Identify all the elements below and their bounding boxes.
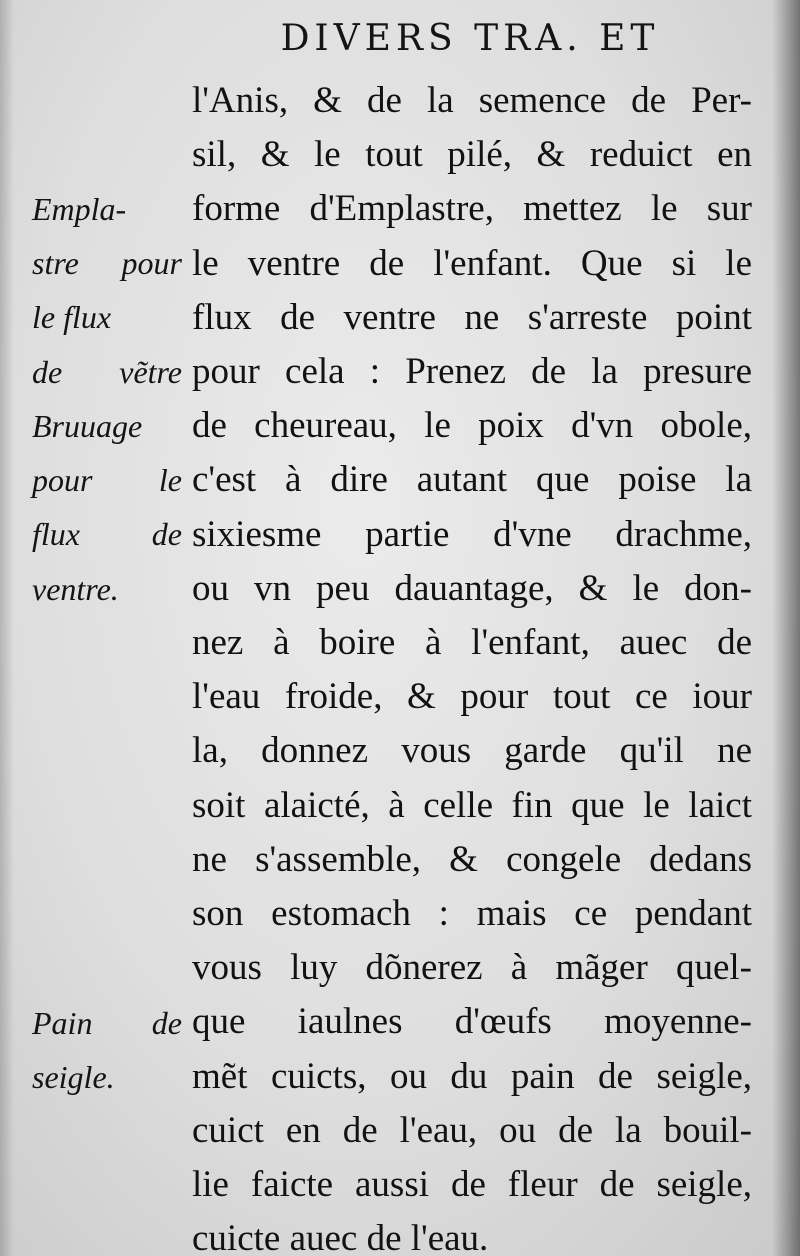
text-line: mẽt cuicts, ou du pain de seigle, xyxy=(192,1055,752,1097)
margin-note-line: seigle. xyxy=(32,1059,115,1096)
margin-note-line: pour le xyxy=(32,462,182,499)
margin-note-line: de vẽtre xyxy=(32,353,182,390)
text-line: cuicte auec de l'eau. xyxy=(192,1218,489,1256)
text-line: sil, & le tout pilé, & reduict en xyxy=(192,134,752,176)
text-line: forme d'Emplastre, mettez le sur xyxy=(192,188,752,230)
text-line: le ventre de l'enfant. Que si le xyxy=(192,242,752,284)
text-line: flux de ventre ne s'arreste point xyxy=(192,296,752,338)
margin-note-line: le flux xyxy=(32,299,112,336)
margin-note-bruuage xyxy=(32,399,182,616)
text-line: cuict en de l'eau, ou de la bouil- xyxy=(192,1109,752,1151)
margin-note-line: Empla- xyxy=(32,191,127,227)
text-line: pour cela : Prenez de la presure xyxy=(192,351,752,393)
main-text-block xyxy=(192,74,752,1256)
text-line: sixiesme partie d'vne drachme, xyxy=(192,513,752,555)
margin-note-line: ventre. xyxy=(32,570,119,607)
text-line: la, donnez vous garde qu'il ne xyxy=(192,730,752,772)
text-line: nez à boire à l'enfant, auec de xyxy=(192,622,752,664)
text-line: l'Anis, & de la semence de Per- xyxy=(192,80,752,121)
margin-note-line: stre pour xyxy=(32,245,182,282)
margin-note-line: flux de xyxy=(32,516,182,553)
text-line: ou vn peu dauantage, & le don- xyxy=(192,567,752,609)
text-line: lie faicte aussi de fleur de seigle, xyxy=(192,1164,752,1206)
margin-note-line: Pain de xyxy=(32,1005,182,1041)
margin-note-pain-de-seigle xyxy=(32,996,182,1104)
text-line: de cheureau, le poix d'vn obole, xyxy=(192,405,752,447)
text-line: vous luy dõnerez à mãger quel- xyxy=(192,947,752,989)
text-line: son estomach : mais ce pendant xyxy=(192,893,752,935)
spine-shadow xyxy=(772,0,800,1256)
text-line: ne s'assemble, & congele dedans xyxy=(192,838,752,880)
text-line: l'eau froide, & pour tout ce iour xyxy=(192,676,752,718)
running-header: DIVERS TRA. ET xyxy=(280,18,660,59)
text-line: soit alaicté, à celle fin que le laict xyxy=(192,784,752,826)
margin-note-line: Bruuage xyxy=(32,408,143,444)
margin-note-emplastre xyxy=(32,182,182,399)
text-line: c'est à dire autant que poise la xyxy=(192,459,752,501)
page-edge-shadow xyxy=(0,0,14,1256)
text-line: que iaulnes d'œufs moyenne- xyxy=(192,1001,752,1043)
